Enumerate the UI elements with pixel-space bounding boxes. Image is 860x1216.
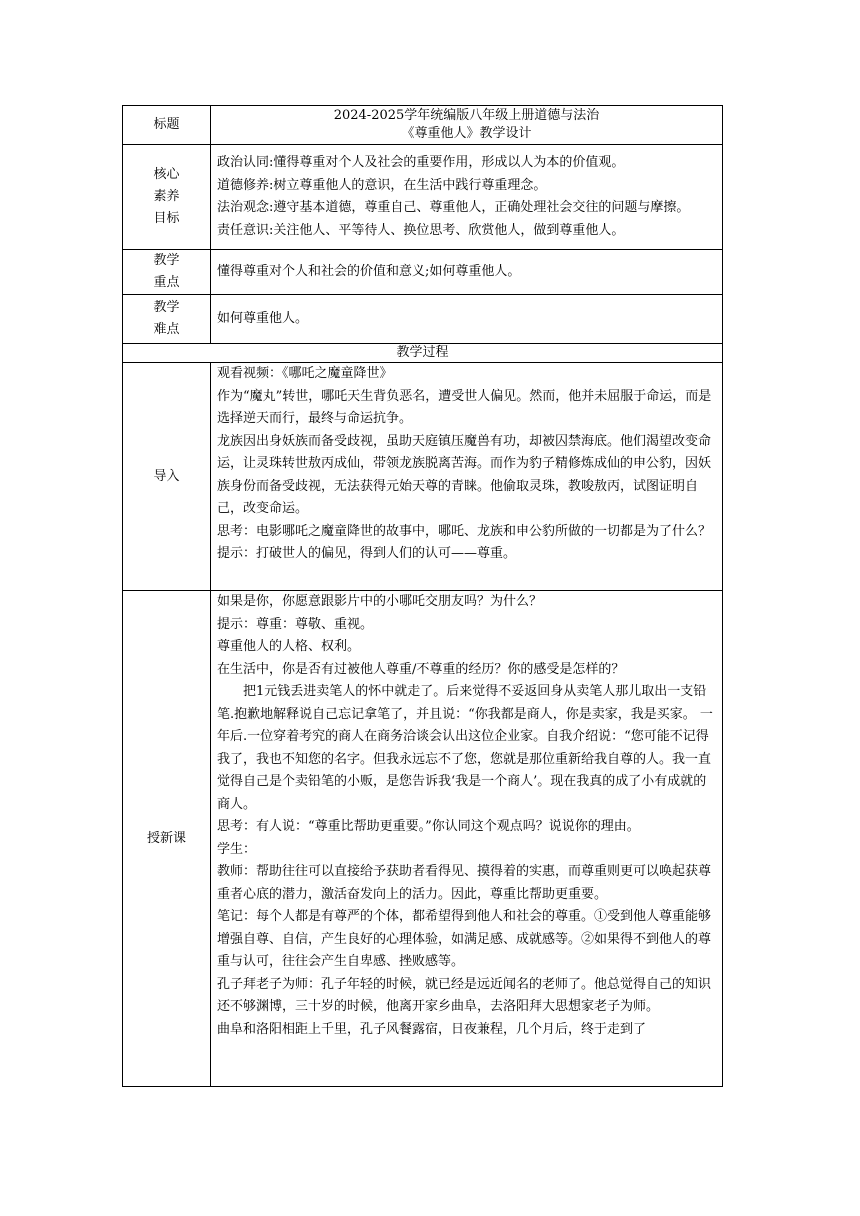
row-title: [123, 106, 723, 145]
core-goals-content: [211, 145, 723, 250]
core-goals-label: 核心 素养 目标: [123, 145, 211, 250]
intro-paragraph: 思考：电影哪吒之魔童降世的故事中，哪吒、龙族和申公豹所做的一切都是为了什么？: [217, 523, 712, 539]
new-lesson-paragraph: 提示：尊重：尊敬、重视。: [217, 616, 374, 632]
intro-paragraph: 作为“魔丸”转世，哪吒天生背负恶名，遭受世人偏见。然而，他并未屈服于命运，而是选择逆天而行，最终与命运抗争。: [217, 388, 712, 426]
difficulties-content: 如何尊重他人。: [211, 295, 723, 344]
new-lesson-paragraph: 孔子拜老子为师：孔子年轻的时候，就已经是远近闻名的老师了。他总觉得自己的知识还不够渊博，三十岁的时候，他离开家乡曲阜，去洛阳拜大思想家老子为师。: [217, 976, 712, 1014]
new-lesson-paragraph: 尊重他人的人格、权利。: [217, 639, 361, 654]
row-introduction: [123, 363, 723, 591]
difficulties-label: 教学 难点: [123, 295, 211, 344]
intro-paragraph: 观看视频：《哪吒之魔童降世》: [217, 366, 393, 381]
goal-law: 法治观念:遵守基本道德，尊重自己、尊重他人，正确处理社会交往的问题与摩擦。: [217, 200, 690, 215]
goal-moral: 道德修养:树立尊重他人的意识，在生活中践行尊重理念。: [217, 177, 547, 193]
new-lesson-label: 授新课: [123, 591, 211, 1087]
new-lesson-paragraph: 如果是你，你愿意跟影片中的小哪吒交朋友吗？为什么？: [217, 594, 543, 609]
intro-paragraph: 龙族因出身妖族而备受歧视，虽助天庭镇压魔兽有功，却被囚禁海底。他们渴望改变命运，让灵珠转世敖丙成仙，带领龙族脱离苦海。而作为豹子精修炼成仙的申公豹，因妖族身份而备受歧视，无法获得元始天尊的青睐。他偷取灵珠，教唆敖丙，试图证明自己，改变命运。: [217, 433, 712, 516]
key-points-content: 懂得尊重对个人和社会的价值和意义;如何尊重他人。: [211, 250, 723, 295]
process-heading: 教学过程: [123, 344, 723, 363]
new-lesson-paragraph: 笔记：每个人都是有尊严的个体，都希望得到他人和社会的尊重。①受到他人尊重能够增强自尊、自信，产生良好的心理体验，如满足感、成就感等。②如果得不到他人的尊重与认可，往往会产生自卑感、挫败感等。: [217, 909, 712, 969]
lesson-plan-table: [122, 105, 723, 1087]
lesson-title: [211, 106, 723, 145]
row-difficulties: [123, 295, 723, 344]
new-lesson-paragraph: 思考：有人说：“尊重比帮助更重要。”你认同这个观点吗？说说你的理由。: [217, 819, 640, 834]
new-lesson-paragraph: 把1元钱丢进卖笔人的怀中就走了。后来觉得不妥返回身从卖笔人那儿取出一支铅笔.抱歉地解释说自己忘记拿笔了，并且说：“你我都是商人，你是卖家，我是买家。 一年后.一位穿着考究的商人在商务洽谈会认出这位企业家。自我介绍说：“您可能不记得我了，我也不知您的名字。但我永远忘不了您，您就是那位重新给我自尊的人。我一直觉得自己是个卖铅笔的小贩，是您告诉我‘我是一个商人’。现在我真的成了小有成就的商人。: [217, 684, 713, 812]
new-lesson-paragraph: 曲阜和洛阳相距上千里，孔子风餐露宿，日夜兼程，几个月后，终于走到了: [217, 1021, 647, 1037]
introduction-label: 导入: [123, 363, 211, 591]
lesson-title-line-1: 2024-2025学年统编版八年级上册道德与法治: [333, 108, 600, 123]
lesson-title-line-2: 《尊重他人》教学设计: [401, 126, 532, 141]
new-lesson-paragraph: 学生：: [217, 841, 257, 857]
new-lesson-paragraph: 教师：帮助往往可以直接给予获助者看得见、摸得着的实惠，而尊重则更可以唤起获尊重者心底的潜力，激活奋发向上的活力。因此，尊重比帮助更重要。: [217, 864, 712, 902]
title-label: 标题: [123, 106, 211, 145]
row-core-goals: [123, 145, 723, 250]
goal-responsibility: 责任意识:关注他人、平等待人、换位思考、欣赏他人，做到尊重他人。: [217, 222, 625, 238]
row-key-points: [123, 250, 723, 295]
new-lesson-content: [211, 591, 723, 1087]
new-lesson-paragraph: 在生活中，你是否有过被他人尊重/不尊重的经历？你的感受是怎样的？: [217, 661, 625, 677]
key-points-label: 教学 重点: [123, 250, 211, 295]
row-new-lesson: [123, 591, 723, 1087]
introduction-content: [211, 363, 723, 591]
intro-paragraph: 提示：打破世人的偏见，得到人们的认可——尊重。: [217, 546, 517, 561]
row-process-heading: [123, 344, 723, 363]
goal-political: 政治认同:懂得尊重对个人及社会的重要作用，形成以人为本的价值观。: [217, 155, 625, 170]
